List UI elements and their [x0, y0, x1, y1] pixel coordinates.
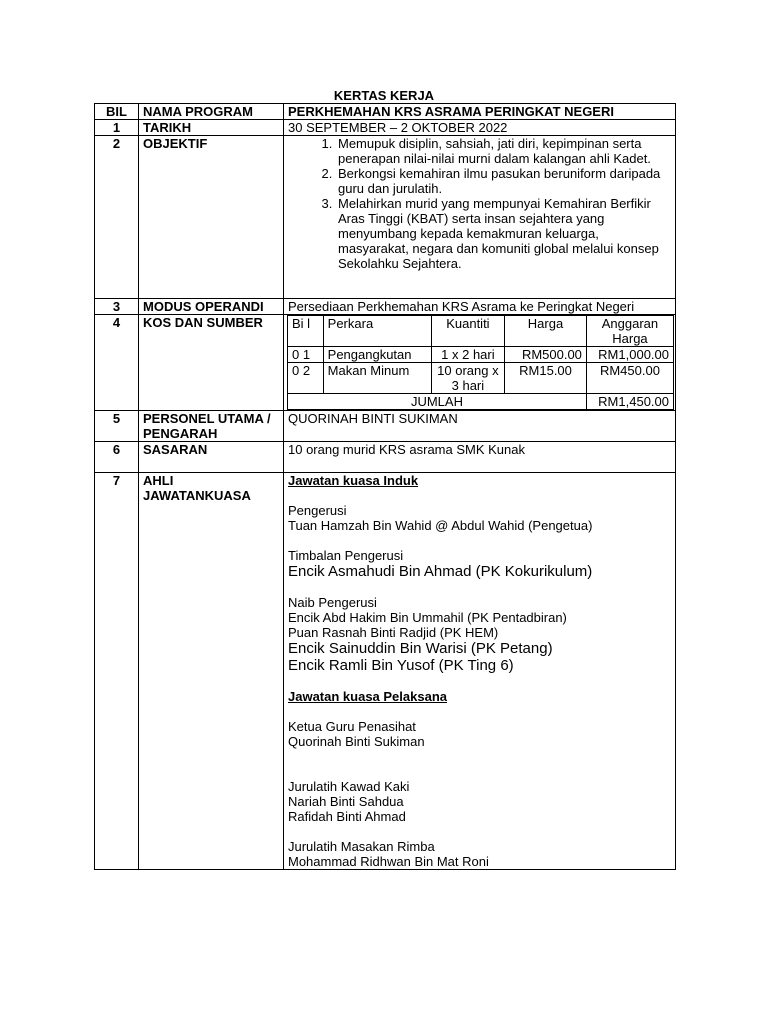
- masakan-name: Mohammad Ridhwan Bin Mat Roni: [288, 854, 489, 869]
- nama-program-value: PERKHEMAHAN KRS ASRAMA PERINGKAT NEGERI: [284, 104, 676, 120]
- cost-header-row: [288, 316, 674, 347]
- personel-label: PERSONEL UTAMA / PENGARAH: [139, 411, 284, 442]
- kos-cell: [284, 315, 676, 411]
- row-number: 2: [95, 136, 139, 299]
- tarikh-label: TARIKH: [139, 120, 284, 136]
- cost-total-row: [288, 394, 674, 410]
- bil-header: BIL: [95, 104, 139, 120]
- cost-perkara: Pengangkutan: [323, 347, 431, 363]
- sasaran-label: SASARAN: [139, 442, 284, 473]
- row-number: 5: [95, 411, 139, 442]
- cost-anggaran: RM1,000.00: [586, 347, 673, 363]
- cost-kuantiti: 1 x 2 hari: [431, 347, 504, 363]
- row-number: 3: [95, 299, 139, 315]
- objektif-label: OBJEKTIF: [139, 136, 284, 299]
- modus-label: MODUS OPERANDI: [139, 299, 284, 315]
- row-personel: [95, 411, 676, 442]
- cost-row: [288, 347, 674, 363]
- ahli-label: AHLI JAWATANKUASA: [139, 473, 284, 870]
- row-objektif: [95, 136, 676, 299]
- objektif-item: 1. Memupuk disiplin, sahsiah, jati diri, kepimpinan serta penerapan nilai-nilai murni dalam kalangan ahli Kadet.: [336, 136, 671, 166]
- row-kos: [95, 315, 676, 411]
- cost-header-bil: Bi l: [288, 316, 324, 347]
- naib-name: Encik Ramli Bin Yusof (PK Ting 6): [288, 657, 514, 674]
- ketua-label: Ketua Guru Penasihat: [288, 719, 416, 734]
- cost-table: [287, 315, 674, 410]
- modus-value: Persediaan Perkhemahan KRS Asrama ke Peringkat Negeri: [284, 299, 676, 315]
- cost-bil: 0 2: [288, 363, 324, 394]
- cost-harga: RM15.00: [505, 363, 587, 394]
- cost-anggaran: RM450.00: [586, 363, 673, 394]
- objektif-value: [284, 136, 676, 299]
- program-table: [94, 103, 676, 870]
- kos-label: KOS DAN SUMBER: [139, 315, 284, 411]
- kawad-name: Nariah Binti Sahdua: [288, 794, 404, 809]
- naib-name: Encik Abd Hakim Bin Ummahil (PK Pentadbiran): [288, 610, 567, 625]
- cost-row: [288, 363, 674, 394]
- timbalan-label: Timbalan Pengerusi: [288, 548, 404, 563]
- row-number: 4: [95, 315, 139, 411]
- row-number: 7: [95, 473, 139, 870]
- cost-total-label: JUMLAH: [288, 394, 587, 410]
- kawad-name: Rafidah Binti Ahmad: [288, 809, 406, 824]
- sasaran-value: 10 orang murid KRS asrama SMK Kunak: [284, 442, 676, 473]
- cost-perkara: Makan Minum: [323, 363, 431, 394]
- cost-total-value: RM1,450.00: [586, 394, 673, 410]
- naib-name: Encik Sainuddin Bin Warisi (PK Petang): [288, 640, 553, 657]
- row-sasaran: [95, 442, 676, 473]
- personel-value: QUORINAH BINTI SUKIMAN: [284, 411, 676, 442]
- objektif-item: 3. Melahirkan murid yang mempunyai Kemahiran Berfikir Aras Tinggi (KBAT) serta insan sejahtera yang menyumbang kepada kemakmuran keluarga, masyarakat, negara dan komuniti global melalui konsep Sekolahku Sejahtera.: [336, 196, 671, 271]
- pelaksana-title: Jawatan kuasa Pelaksana: [288, 689, 447, 704]
- cost-harga: RM500.00: [505, 347, 587, 363]
- ahli-value: [284, 473, 676, 870]
- naib-name: Puan Rasnah Binti Radjid (PK HEM): [288, 625, 499, 640]
- document-title: KERTAS KERJA: [333, 88, 435, 103]
- naib-label: Naib Pengerusi: [288, 595, 377, 610]
- masakan-label: Jurulatih Masakan Rimba: [288, 839, 435, 854]
- ketua-name: Quorinah Binti Sukiman: [288, 734, 425, 749]
- cost-header-anggaran: Anggaran Harga: [586, 316, 673, 347]
- objektif-list: [288, 136, 671, 271]
- cost-header-kuantiti: Kuantiti: [431, 316, 504, 347]
- row-number: 6: [95, 442, 139, 473]
- row-modus: [95, 299, 676, 315]
- row-ahli: [95, 473, 676, 870]
- cost-bil: 0 1: [288, 347, 324, 363]
- row-tarikh: [95, 120, 676, 136]
- objektif-item: 2. Berkongsi kemahiran ilmu pasukan beruniform daripada guru dan jurulatih.: [336, 166, 671, 196]
- pengerusi-label: Pengerusi: [288, 503, 347, 518]
- timbalan-name: Encik Asmahudi Bin Ahmad (PK Kokurikulum): [288, 563, 593, 580]
- header-row: [95, 104, 676, 120]
- nama-program-label: NAMA PROGRAM: [139, 104, 284, 120]
- cost-kuantiti: 10 orang x 3 hari: [431, 363, 504, 394]
- cost-header-perkara: Perkara: [323, 316, 431, 347]
- row-number: 1: [95, 120, 139, 136]
- pengerusi-name: Tuan Hamzah Bin Wahid @ Abdul Wahid (Pengetua): [288, 518, 593, 533]
- tarikh-value: 30 SEPTEMBER – 2 OKTOBER 2022: [284, 120, 676, 136]
- induk-title: Jawatan kuasa Induk: [288, 473, 419, 488]
- kawad-label: Jurulatih Kawad Kaki: [288, 779, 410, 794]
- cost-header-harga: Harga: [505, 316, 587, 347]
